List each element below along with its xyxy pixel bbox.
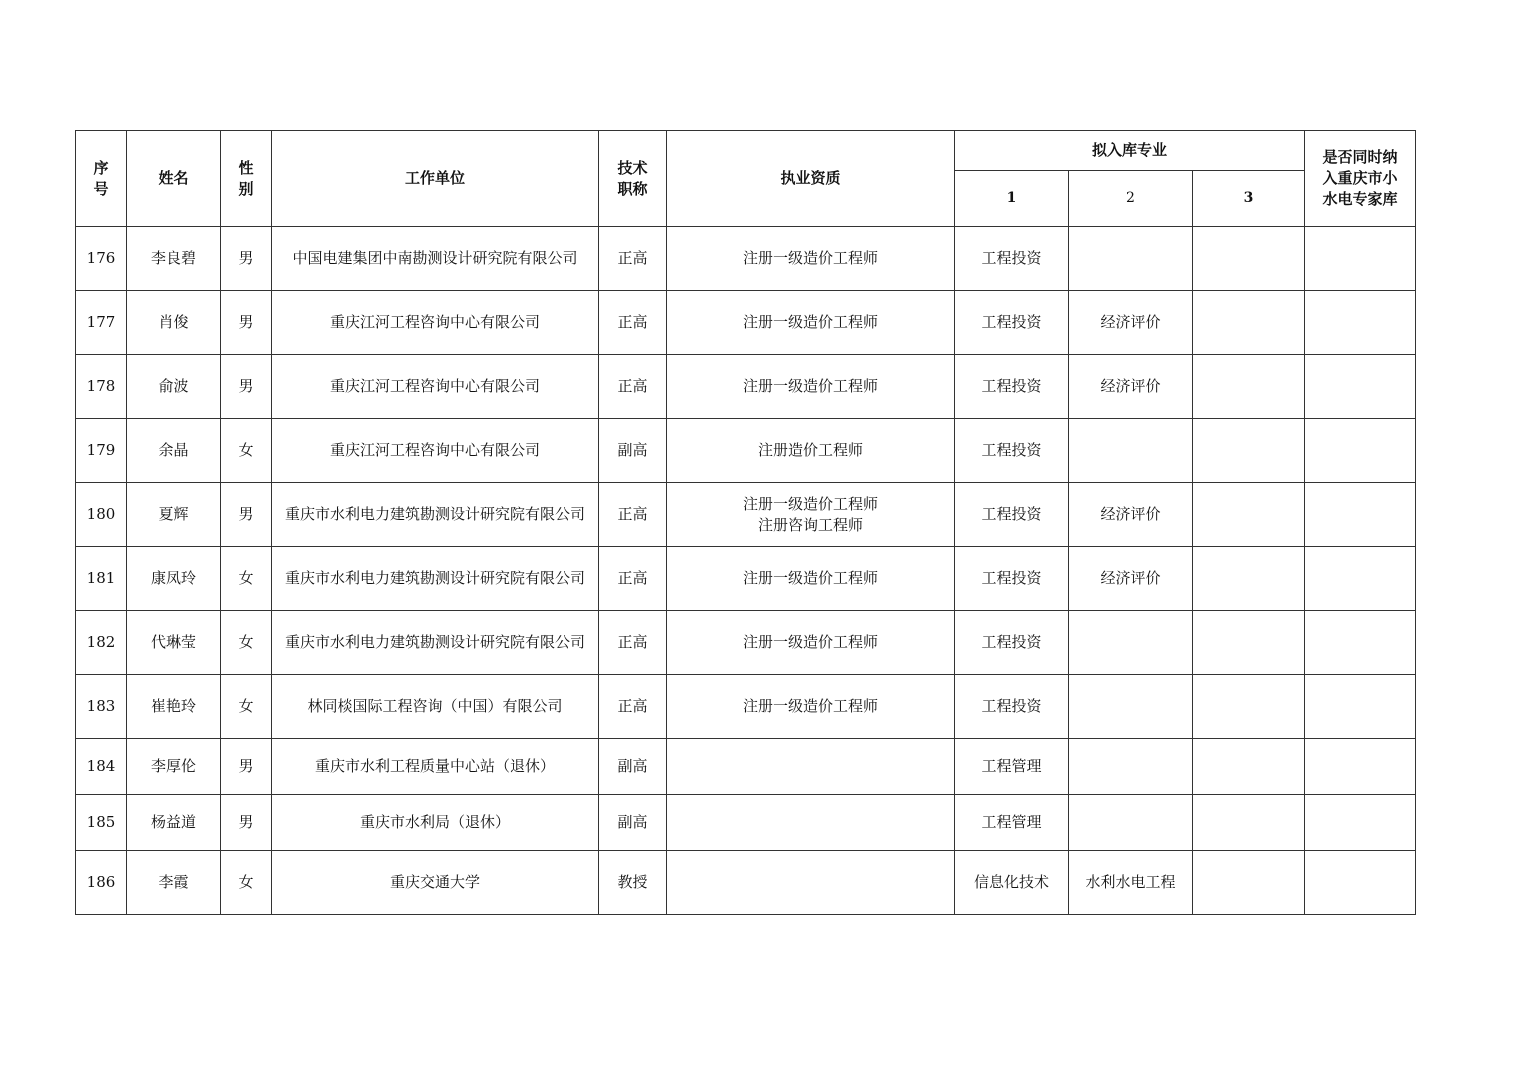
header-gender: 性 别	[221, 131, 272, 227]
cell-name	[127, 739, 221, 795]
cell-employer-text: 重庆市水利电力建筑勘测设计研究院有限公司	[284, 633, 585, 651]
cell-title	[599, 739, 667, 795]
cell-name	[127, 355, 221, 419]
cell-employer-text: 中国电建集团中南勘测设计研究院有限公司	[292, 249, 578, 267]
cell-employer-text: 林同棪国际工程咨询（中国）有限公司	[307, 697, 563, 715]
header-name: 姓名	[127, 131, 221, 227]
cell-gender-text: 女	[238, 697, 254, 715]
header-title: 技术 职称	[599, 131, 667, 227]
cell-seq-text: 182	[86, 633, 116, 651]
cell-employer	[272, 291, 599, 355]
table-header	[76, 131, 1416, 227]
cell-specialty-1-text: 工程投资	[981, 377, 1042, 395]
cell-qualification	[667, 795, 955, 851]
cell-seq-text: 186	[86, 873, 116, 891]
cell-employer	[272, 795, 599, 851]
cell-hydro-library	[1305, 419, 1416, 483]
cell-specialty-2	[1069, 483, 1193, 547]
cell-gender	[221, 355, 272, 419]
cell-name-text: 俞波	[158, 377, 189, 395]
cell-qualification-text: 注册造价工程师	[757, 441, 863, 459]
cell-gender	[221, 483, 272, 547]
cell-employer-text: 重庆市水利工程质量中心站（退休）	[314, 757, 555, 775]
cell-specialty-3	[1193, 355, 1305, 419]
expert-roster-table	[75, 130, 1416, 915]
cell-specialty-1-text: 工程投资	[981, 697, 1042, 715]
cell-employer-text: 重庆市水利电力建筑勘测设计研究院有限公司	[284, 505, 585, 523]
cell-gender-text: 男	[238, 249, 254, 267]
cell-name	[127, 419, 221, 483]
table-row	[76, 611, 1416, 675]
cell-qualification	[667, 291, 955, 355]
cell-seq	[76, 483, 127, 547]
cell-seq	[76, 227, 127, 291]
cell-seq-text: 184	[86, 757, 116, 775]
cell-gender-text: 女	[238, 633, 254, 651]
cell-specialty-2	[1069, 227, 1193, 291]
cell-hydro-library	[1305, 851, 1416, 915]
cell-specialty-1	[955, 291, 1069, 355]
cell-specialty-1-text: 工程投资	[981, 249, 1042, 267]
table-row	[76, 483, 1416, 547]
cell-qualification	[667, 227, 955, 291]
cell-specialty-3	[1193, 227, 1305, 291]
cell-gender	[221, 419, 272, 483]
cell-title-text: 正高	[617, 313, 648, 331]
cell-seq	[76, 355, 127, 419]
cell-hydro-library	[1305, 739, 1416, 795]
table-row	[76, 419, 1416, 483]
cell-qualification	[667, 611, 955, 675]
header-specialty-3: 3	[1193, 171, 1305, 227]
cell-qualification	[667, 739, 955, 795]
cell-name-text: 康凤玲	[150, 569, 196, 587]
header-specialty-2: 2	[1069, 171, 1193, 227]
cell-employer	[272, 419, 599, 483]
cell-gender	[221, 227, 272, 291]
cell-specialty-2	[1069, 291, 1193, 355]
cell-qualification	[667, 483, 955, 547]
cell-name	[127, 547, 221, 611]
cell-employer-text: 重庆交通大学	[389, 873, 480, 891]
cell-title	[599, 851, 667, 915]
cell-qualification	[667, 355, 955, 419]
cell-specialty-3	[1193, 739, 1305, 795]
table-row	[76, 547, 1416, 611]
cell-specialty-1-text: 信息化技术	[973, 873, 1049, 891]
cell-specialty-1-text: 工程管理	[981, 813, 1042, 831]
cell-specialty-2-text: 经济评价	[1100, 569, 1161, 587]
cell-name-text: 夏辉	[158, 505, 189, 523]
cell-name	[127, 795, 221, 851]
cell-specialty-1	[955, 547, 1069, 611]
cell-hydro-library	[1305, 291, 1416, 355]
cell-title-text: 正高	[617, 697, 648, 715]
cell-name	[127, 851, 221, 915]
cell-title	[599, 483, 667, 547]
cell-specialty-1	[955, 483, 1069, 547]
cell-name-text: 肖俊	[158, 313, 189, 331]
cell-seq	[76, 739, 127, 795]
cell-specialty-1	[955, 851, 1069, 915]
cell-qualification-text: 注册一级造价工程师 注册咨询工程师	[742, 494, 878, 534]
cell-hydro-library	[1305, 547, 1416, 611]
header-hydro-library: 是否同时纳 入重庆市小 水电专家库	[1305, 131, 1416, 227]
cell-specialty-3	[1193, 675, 1305, 739]
cell-specialty-2	[1069, 795, 1193, 851]
cell-title	[599, 795, 667, 851]
cell-specialty-1	[955, 419, 1069, 483]
cell-seq-text: 177	[86, 313, 116, 331]
cell-gender	[221, 675, 272, 739]
header-specialty-1: 1	[955, 171, 1069, 227]
cell-specialty-2-text: 经济评价	[1100, 313, 1161, 331]
cell-name	[127, 291, 221, 355]
cell-specialty-2	[1069, 419, 1193, 483]
table-row	[76, 355, 1416, 419]
cell-specialty-1	[955, 739, 1069, 795]
cell-gender-text: 女	[238, 569, 254, 587]
cell-qualification	[667, 547, 955, 611]
cell-specialty-1-text: 工程投资	[981, 633, 1042, 651]
cell-seq	[76, 291, 127, 355]
cell-specialty-1-text: 工程投资	[981, 569, 1042, 587]
cell-qualification-text: 注册一级造价工程师	[742, 569, 878, 587]
cell-title	[599, 419, 667, 483]
cell-specialty-1	[955, 227, 1069, 291]
cell-specialty-3	[1193, 291, 1305, 355]
cell-specialty-2	[1069, 851, 1193, 915]
cell-employer	[272, 739, 599, 795]
cell-gender	[221, 851, 272, 915]
cell-seq	[76, 547, 127, 611]
cell-specialty-1	[955, 675, 1069, 739]
cell-gender-text: 男	[238, 505, 254, 523]
cell-title	[599, 611, 667, 675]
cell-seq	[76, 795, 127, 851]
cell-hydro-library	[1305, 795, 1416, 851]
cell-gender	[221, 291, 272, 355]
cell-title	[599, 291, 667, 355]
cell-employer	[272, 483, 599, 547]
cell-specialty-1-text: 工程投资	[981, 505, 1042, 523]
cell-specialty-1-text: 工程投资	[981, 313, 1042, 331]
cell-title	[599, 675, 667, 739]
table-row	[76, 227, 1416, 291]
cell-specialty-2-text: 经济评价	[1100, 505, 1161, 523]
cell-specialty-2	[1069, 675, 1193, 739]
cell-employer	[272, 355, 599, 419]
cell-employer	[272, 547, 599, 611]
cell-specialty-2-text: 水利水电工程	[1085, 873, 1176, 891]
table-row	[76, 795, 1416, 851]
cell-title-text: 正高	[617, 569, 648, 587]
cell-seq-text: 179	[86, 441, 116, 459]
cell-qualification	[667, 851, 955, 915]
cell-seq	[76, 851, 127, 915]
cell-hydro-library	[1305, 483, 1416, 547]
cell-name-text: 杨益道	[150, 813, 196, 831]
cell-gender-text: 男	[238, 313, 254, 331]
cell-seq-text: 183	[86, 697, 116, 715]
table-body	[76, 227, 1416, 915]
cell-employer-text: 重庆江河工程咨询中心有限公司	[329, 441, 540, 459]
cell-specialty-1	[955, 795, 1069, 851]
cell-name-text: 崔艳玲	[150, 697, 196, 715]
cell-title-text: 正高	[617, 505, 648, 523]
cell-employer-text: 重庆市水利电力建筑勘测设计研究院有限公司	[284, 569, 585, 587]
cell-qualification-text: 注册一级造价工程师	[742, 697, 878, 715]
cell-gender-text: 男	[238, 757, 254, 775]
cell-hydro-library	[1305, 611, 1416, 675]
cell-hydro-library	[1305, 227, 1416, 291]
cell-seq-text: 180	[86, 505, 116, 523]
cell-gender-text: 男	[238, 377, 254, 395]
cell-qualification-text: 注册一级造价工程师	[742, 633, 878, 651]
cell-specialty-2	[1069, 355, 1193, 419]
cell-qualification-text: 注册一级造价工程师	[742, 377, 878, 395]
cell-name-text: 李霞	[158, 873, 189, 891]
cell-name	[127, 227, 221, 291]
cell-specialty-3	[1193, 419, 1305, 483]
cell-employer	[272, 611, 599, 675]
table-row	[76, 739, 1416, 795]
cell-specialty-2-text: 经济评价	[1100, 377, 1161, 395]
cell-seq	[76, 419, 127, 483]
cell-gender-text: 女	[238, 873, 254, 891]
cell-title-text: 教授	[617, 873, 648, 891]
cell-qualification	[667, 419, 955, 483]
cell-title	[599, 355, 667, 419]
header-qualification: 执业资质	[667, 131, 955, 227]
cell-employer-text: 重庆江河工程咨询中心有限公司	[329, 313, 540, 331]
cell-hydro-library	[1305, 355, 1416, 419]
cell-name	[127, 675, 221, 739]
cell-title-text: 正高	[617, 249, 648, 267]
cell-qualification	[667, 675, 955, 739]
table-row	[76, 851, 1416, 915]
cell-employer	[272, 227, 599, 291]
cell-qualification-text: 注册一级造价工程师	[742, 249, 878, 267]
cell-specialty-1-text: 工程管理	[981, 757, 1042, 775]
cell-title-text: 正高	[617, 633, 648, 651]
cell-specialty-3	[1193, 851, 1305, 915]
table-row	[76, 675, 1416, 739]
cell-specialty-3	[1193, 611, 1305, 675]
header-specialty-group: 拟入库专业	[955, 131, 1305, 171]
cell-gender-text: 女	[238, 441, 254, 459]
cell-employer-text: 重庆江河工程咨询中心有限公司	[329, 377, 540, 395]
cell-specialty-3	[1193, 795, 1305, 851]
cell-hydro-library	[1305, 675, 1416, 739]
cell-title-text: 副高	[617, 441, 648, 459]
cell-seq	[76, 611, 127, 675]
cell-name	[127, 483, 221, 547]
cell-title	[599, 227, 667, 291]
cell-specialty-1	[955, 611, 1069, 675]
cell-specialty-2	[1069, 611, 1193, 675]
cell-name	[127, 611, 221, 675]
cell-seq-text: 185	[86, 813, 116, 831]
cell-employer-text: 重庆市水利局（退休）	[359, 813, 510, 831]
cell-name-text: 李良碧	[150, 249, 196, 267]
header-employer: 工作单位	[272, 131, 599, 227]
cell-title-text: 副高	[617, 813, 648, 831]
cell-specialty-3	[1193, 483, 1305, 547]
cell-specialty-2	[1069, 547, 1193, 611]
cell-specialty-3	[1193, 547, 1305, 611]
cell-name-text: 余晶	[158, 441, 189, 459]
cell-title	[599, 547, 667, 611]
cell-gender	[221, 739, 272, 795]
cell-employer	[272, 851, 599, 915]
cell-title-text: 正高	[617, 377, 648, 395]
cell-gender	[221, 547, 272, 611]
cell-gender	[221, 795, 272, 851]
cell-seq-text: 181	[86, 569, 116, 587]
cell-seq	[76, 675, 127, 739]
cell-seq-text: 176	[86, 249, 116, 267]
cell-specialty-1-text: 工程投资	[981, 441, 1042, 459]
cell-qualification-text: 注册一级造价工程师	[742, 313, 878, 331]
cell-name-text: 代琳莹	[150, 633, 196, 651]
cell-name-text: 李厚伦	[150, 757, 196, 775]
header-seq: 序 号	[76, 131, 127, 227]
cell-title-text: 副高	[617, 757, 648, 775]
cell-specialty-1	[955, 355, 1069, 419]
cell-seq-text: 178	[86, 377, 116, 395]
cell-gender	[221, 611, 272, 675]
cell-employer	[272, 675, 599, 739]
cell-specialty-2	[1069, 739, 1193, 795]
cell-gender-text: 男	[238, 813, 254, 831]
table-row	[76, 291, 1416, 355]
